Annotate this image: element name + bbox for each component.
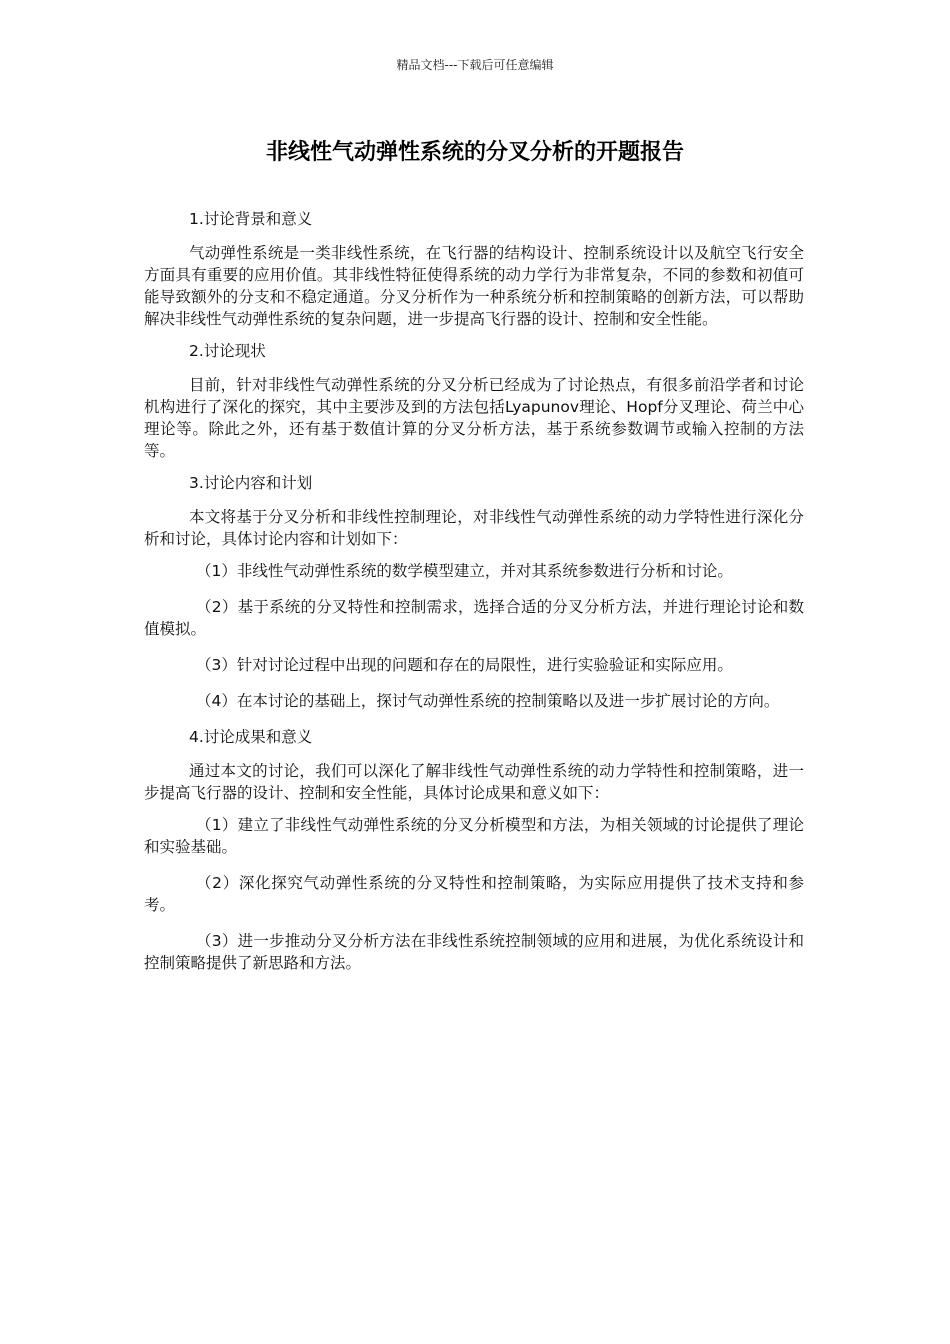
section-heading: 4.讨论成果和意义 bbox=[189, 728, 313, 746]
section-heading: 1.讨论背景和意义 bbox=[189, 210, 313, 228]
list-item: （2）深化探究气动弹性系统的分叉特性和控制策略，为实际应用提供了技术支持和参考。 bbox=[144, 874, 804, 914]
list-item: （1）非线性气动弹性系统的数学模型建立，并对其系统参数进行分析和讨论。 bbox=[196, 562, 733, 580]
list-item: （3）针对讨论过程中出现的问题和存在的局限性，进行实验验证和实际应用。 bbox=[196, 656, 733, 674]
section-results bbox=[144, 726, 804, 974]
list-item: （3）进一步推动分叉分析方法在非线性系统控制领域的应用和进展，为优化系统设计和控制策略提供了新思路和方法。 bbox=[144, 932, 804, 972]
section-content-plan bbox=[144, 472, 804, 712]
section-heading: 2.讨论现状 bbox=[189, 342, 266, 360]
section-paragraph: 通过本文的讨论，我们可以深化了解非线性气动弹性系统的动力学特性和控制策略，进一步提高飞行器的设计、控制和安全性能，具体讨论成果和意义如下： bbox=[144, 762, 804, 802]
section-heading: 3.讨论内容和计划 bbox=[189, 474, 313, 492]
page-header-watermark: 精品文档---下载后可任意编辑 bbox=[396, 58, 554, 72]
document-title: 非线性气动弹性系统的分叉分析的开题报告 bbox=[265, 140, 684, 165]
section-status bbox=[144, 340, 804, 462]
list-item: （2）基于系统的分叉特性和控制需求，选择合适的分叉分析方法，并进行理论讨论和数值模拟。 bbox=[144, 598, 804, 638]
list-item: （1）建立了非线性气动弹性系统的分叉分析模型和方法，为相关领域的讨论提供了理论和实验基础。 bbox=[144, 816, 804, 856]
section-paragraph: 气动弹性系统是一类非线性系统，在飞行器的结构设计、控制系统设计以及航空飞行安全方面具有重要的应用价值。其非线性特征使得系统的动力学行为非常复杂，不同的参数和初值可能导致额外的分支和不稳定通道。分叉分析作为一种系统分析和控制策略的创新方法，可以帮助解决非线性气动弹性系统的复杂问题，进一步提高飞行器的设计、控制和安全性能。 bbox=[144, 244, 804, 328]
section-background bbox=[144, 208, 804, 330]
list-item: （4）在本讨论的基础上，探讨气动弹性系统的控制策略以及进一步扩展讨论的方向。 bbox=[196, 692, 780, 710]
section-paragraph: 本文将基于分叉分析和非线性控制理论，对非线性气动弹性系统的动力学特性进行深化分析和讨论，具体讨论内容和计划如下： bbox=[144, 508, 804, 548]
section-paragraph: 目前，针对非线性气动弹性系统的分叉分析已经成为了讨论热点，有很多前沿学者和讨论机构进行了深化的探究，其中主要涉及到的方法包括Lyapunov理论、Hopf分叉理论、荷兰中心理论等。除此之外，还有基于数值计算的分叉分析方法，基于系统参数调节或输入控制的方法等。 bbox=[144, 376, 804, 460]
document-body bbox=[144, 208, 804, 988]
